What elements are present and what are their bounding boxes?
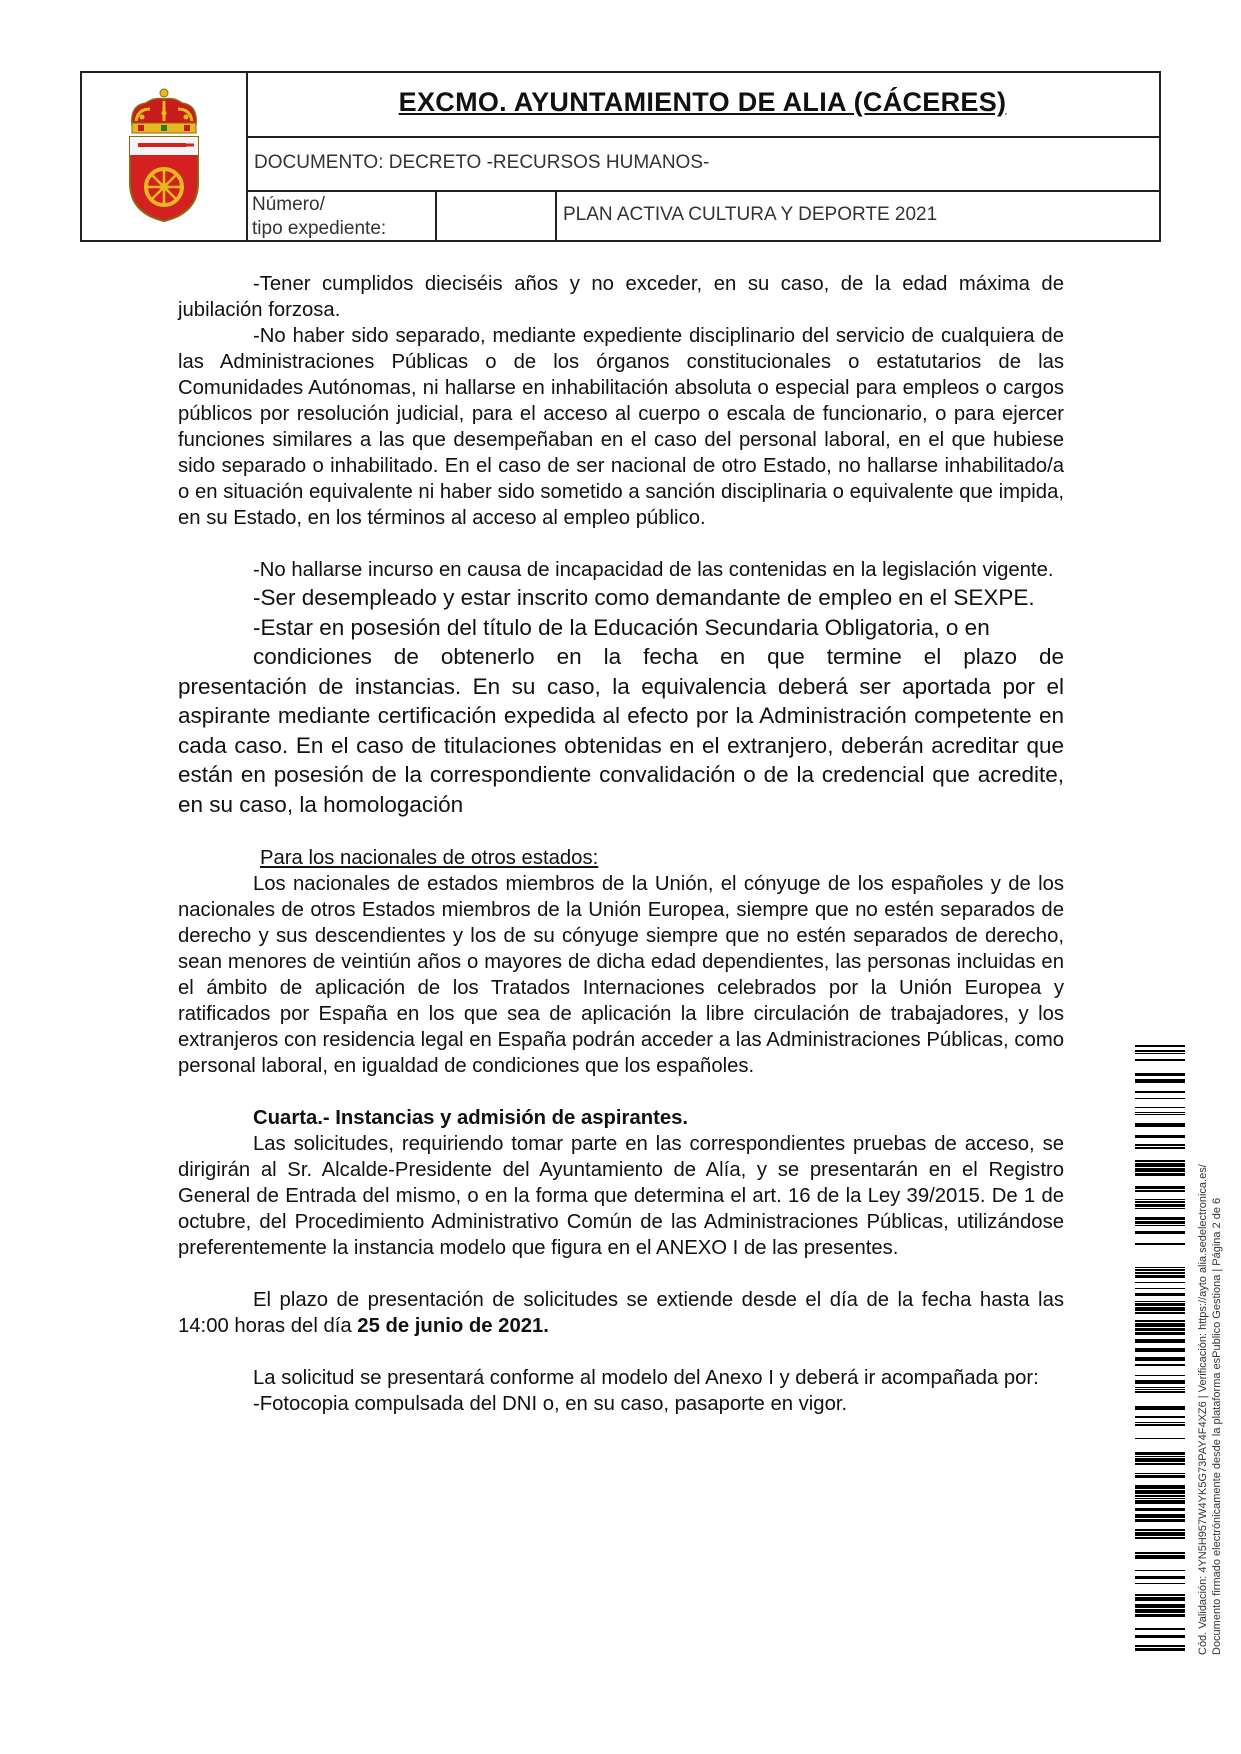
deadline-date: 25 de junio de 2021.	[357, 1315, 549, 1337]
foreign-nationals-paragraph: Los nacionales de estados miembros de la Unión, el cónyuge de los españoles y de los nacionales de otros Estados miembros de la Unión Europea, siempre que no estén separados de derecho y sus descendientes y los de su cónyuge siempre que no estén separados de derecho, sean menores de veintiún años o mayores de dicha edad dependientes, las personas incluidas en el ámbito de aplicación de los Tratados Internaciones celebrados por la Unión Europea y ratificados por España en los que sea de aplicación la libre circulación de trabajadores, y los extranjeros con residencia legal en España podrán acceder a las Administraciones Públicas, como personal laboral, en igualdad de condiciones que los españoles.	[178, 873, 1064, 1077]
requirement-no-incapacity: -No hallarse incurso en causa de incapacidad de las contenidas en la legislación vigente.	[253, 559, 1054, 581]
applications-paragraph: Las solicitudes, requiriendo tomar parte en las correspondientes pruebas de acceso, se dirigirán al Sr. Alcalde-Presidente del Ayuntamiento de Alía, y se presentarán en el Registro General de Entrada del mismo, o en la forma que determina el art. 16 de la Ley 39/2015. De 1 de octubre, del Procedimiento Administrativo Común de las Administraciones Públicas, utilizándose preferentemente la instancia modelo que figura en el ANEXO I de las presentes.	[178, 1133, 1064, 1259]
document-body	[178, 271, 1064, 1417]
deadline-paragraph	[178, 1287, 1064, 1339]
requirement-age: -Tener cumplidos dieciséis años y no exceder, en su caso, de la edad máxima de jubilación forzosa.	[178, 273, 1064, 321]
header-title-row	[246, 73, 1159, 138]
requirement-dni-copy: -Fotocopia compulsada del DNI o, en su caso, pasaporte en vigor.	[253, 1393, 848, 1415]
section-title: Cuarta.- Instancias y admisión de aspirantes.	[253, 1107, 689, 1129]
requirement-education-line2: condiciones de obtenerlo en la fecha en que termine el plazo de	[253, 644, 1064, 669]
requirement-education-rest: presentación de instancias. En su caso, la equivalencia deberá ser aportada por el aspirante mediante certificación expedida al efecto por la Administración competente en cada caso. En el caso de titulaciones obtenidas en el extranjero, deberán acreditar que están en posesión de la correspondiente convalidación o de la credencial que acredite, en su caso, la homologación	[178, 673, 1064, 817]
subheading-foreign-nationals: Para los nacionales de otros estados:	[260, 847, 599, 869]
number-label	[252, 193, 386, 241]
verification-line2: Documento firmado electrónicamente desde la plataforma esPublico Gestiona | Página 2 de 6	[1211, 1197, 1223, 1655]
verification-line1: Cód. Validación: 4YN5H957W4YK5G73PAY4F4XZ6 | Verificación: https://ayto alia.sedelectronica.es/	[1197, 1164, 1209, 1655]
logo-cell	[82, 73, 248, 240]
page-title: EXCMO. AYUNTAMIENTO DE ALIA (CÁCERES)	[398, 87, 1007, 117]
header-document-row	[246, 136, 1159, 192]
verification-text	[1196, 1075, 1224, 1655]
document-header	[80, 71, 1161, 242]
header-expedient-row	[246, 190, 1159, 240]
requirement-not-separated: -No haber sido separado, mediante expediente disciplinario del servicio de cualquiera de las Administraciones Públicas o de los órganos constitucionales o estatutarios de las Comunidades Autónomas, ni hallarse en inhabilitación absoluta o especial para empleos o cargos públicos por resolución judicial, para el acceso al cuerpo o escala de funcionario, o para ejercer funciones similares a las que desempeñaban en el caso del personal laboral, en el que hubiese sido separado o inhabilitado. En el caso de ser nacional de otro Estado, no hallarse inhabilitado/a o en situación equivalente ni haber sido sometido a sanción disciplinaria o equivalente que impida, en su Estado, en los términos al acceso al empleo público.	[178, 325, 1064, 529]
deadline-text: El plazo de presentación de solicitudes se extiende desde el día de la fecha hasta las 14:00 horas del día	[178, 1289, 1064, 1337]
requirement-unemployed: -Ser desempleado y estar inscrito como demandante de empleo en el SEXPE.	[253, 585, 1035, 610]
requirement-education-line1: -Estar en posesión del título de la Educación Secundaria Obligatoria, o en	[253, 614, 990, 640]
coat-of-arms-icon	[124, 87, 204, 223]
plan-name: PLAN ACTIVA CULTURA Y DEPORTE 2021	[563, 204, 938, 225]
number-label-line1: Número/	[252, 194, 325, 215]
number-value-cell	[435, 190, 557, 240]
number-label-line2: tipo expediente:	[252, 218, 387, 239]
application-model-paragraph: La solicitud se presentará conforme al modelo del Anexo I y deberá ir acompañada por:	[253, 1367, 1039, 1389]
document-type: DOCUMENTO: DECRETO -RECURSOS HUMANOS-	[254, 152, 710, 173]
barcode-icon	[1135, 1045, 1185, 1660]
